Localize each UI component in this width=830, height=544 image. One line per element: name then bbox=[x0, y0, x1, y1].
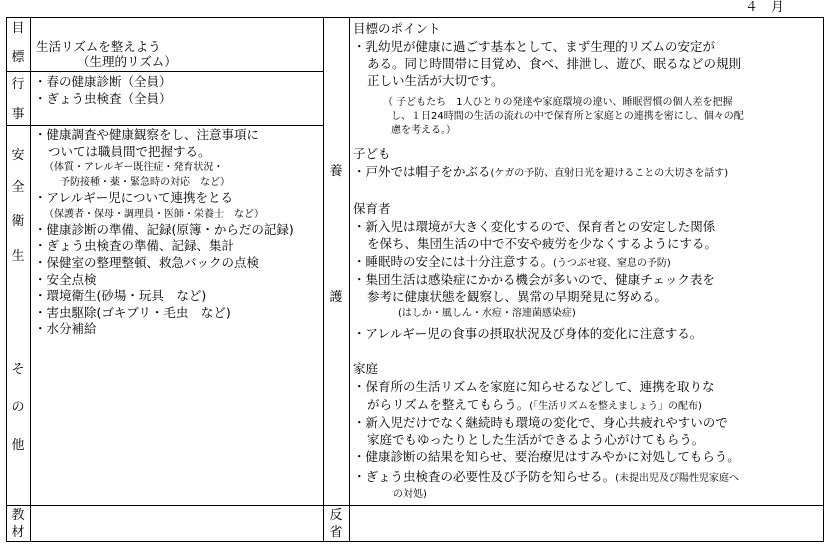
list-item: （保護者・保母・調理員・医師・栄養士 など） bbox=[44, 208, 264, 220]
child-item: ・戸外では帽子をかぶる(ケガの予防、直射日光を避けることの大切さを話す) bbox=[353, 164, 729, 179]
home-item: ・保育所の生活リズムを家庭に知らせるなどして、連携を取りな bbox=[353, 379, 715, 394]
sleep-item: ・睡眠時の安全には十分注意する。(うつぶせ寝、窒息の予防) bbox=[353, 254, 671, 269]
list-item: を保ち、集団生活の中で不安や疲労を少なくするようにする。 bbox=[367, 236, 718, 251]
list-item: （ 子どもたち 1人ひとりの発達や家庭環境の違い、睡眠習慣の個人差を把握 bbox=[383, 97, 733, 108]
event-list bbox=[34, 74, 172, 107]
list-item: 慮を考える。） bbox=[391, 125, 456, 136]
goal-subtitle: （生理的リズム） bbox=[77, 54, 177, 69]
pinworm-note: の対処) bbox=[393, 489, 427, 500]
home-item: がらリズムを整えてもらう。(「生活リズムを整えましょう」の配布) bbox=[367, 397, 702, 412]
goal-title: 生活リズムを整えよう bbox=[36, 39, 161, 54]
list-item: ・新入児だけでなく継続時も環境の変化で、身心共疲れやすいので bbox=[353, 415, 728, 430]
list-item: ・乳幼児が健康に過ごす基本として、まず生理的リズムの安定が bbox=[353, 39, 716, 54]
list-item: ・安全点検 bbox=[34, 271, 97, 287]
event-item: ・春の健康診断（全員） bbox=[34, 74, 172, 89]
pinworm-item: ・ぎょう虫検査の必要性及び予防を知らせる。(未提出児及び陽性児家庭へ bbox=[353, 469, 740, 484]
child-title: 子ども bbox=[353, 146, 391, 161]
list-item: ・アレルギー児について連携をとる bbox=[34, 190, 233, 206]
allergy-item: ・アレルギー児の食事の摂取状況及び身体的変化に注意する。 bbox=[353, 326, 703, 341]
home-list bbox=[353, 414, 740, 465]
list-item: 家庭でもゆったりとした生活ができるよう心がけてもらう。 bbox=[367, 432, 705, 447]
list-item: ・環境衛生(砂場・玩具 など) bbox=[34, 288, 207, 304]
staff-list bbox=[353, 218, 717, 252]
list-item: 予防接種・薬・緊急時の対応 など） bbox=[60, 177, 230, 189]
list-item: ・健康調査や健康観察をし、注意事項に bbox=[34, 127, 260, 142]
list-item: ・ぎょう虫検査の準備、記録、集計 bbox=[34, 238, 235, 254]
event-item: ・ぎょう虫検査（全員） bbox=[34, 90, 172, 106]
group-note: (はしか・風しん・水痘・溶連菌感染症) bbox=[398, 308, 576, 319]
list-item: ・健康診断の結果を知らせ、要治療児はすみやかに対処してもらう。 bbox=[353, 449, 740, 464]
list-item: 参考に健康状態を観察し、異常の早期発見に努める。 bbox=[367, 289, 668, 304]
list-item: 正しい生活が大切です。 bbox=[367, 73, 504, 88]
list-item: ・保健室の整理整頓、救急バックの点検 bbox=[34, 254, 260, 270]
list-item: ついては職員間で把握する。 bbox=[48, 143, 211, 159]
safety-list bbox=[34, 127, 294, 338]
list-item: ・害虫駆除(ゴキブリ・毛虫 など) bbox=[34, 304, 231, 320]
home-title: 家庭 bbox=[353, 361, 379, 376]
list-item: ある。同じ時間帯に目覚め、食べ、排泄し、遊び、眠るなどの規則 bbox=[367, 56, 742, 71]
list-item: し、１日24時間の生活の流れの中で保育所と家庭との連携を密にし、個々の配 bbox=[391, 111, 744, 122]
point-list bbox=[353, 38, 741, 89]
staff-title: 保育者 bbox=[353, 201, 391, 216]
point-title: 目標のポイント bbox=[353, 21, 441, 36]
list-item: ・集団生活は感染症にかかる機会が多いので、健康チェック表を bbox=[353, 272, 715, 287]
list-item: （体質・アレルギー既往症・発育状況・ bbox=[44, 162, 224, 174]
list-item: ・健康診断の準備、記録(原簿・からだの記録) bbox=[34, 221, 294, 237]
group-list bbox=[353, 271, 715, 305]
month-label: ４ 月 bbox=[745, 0, 785, 15]
list-item: ・水分補給 bbox=[34, 321, 97, 337]
list-item: ・新入児は環境が大きく変化するので、保育者との安定した関係 bbox=[353, 219, 716, 234]
point-notes bbox=[383, 96, 744, 138]
